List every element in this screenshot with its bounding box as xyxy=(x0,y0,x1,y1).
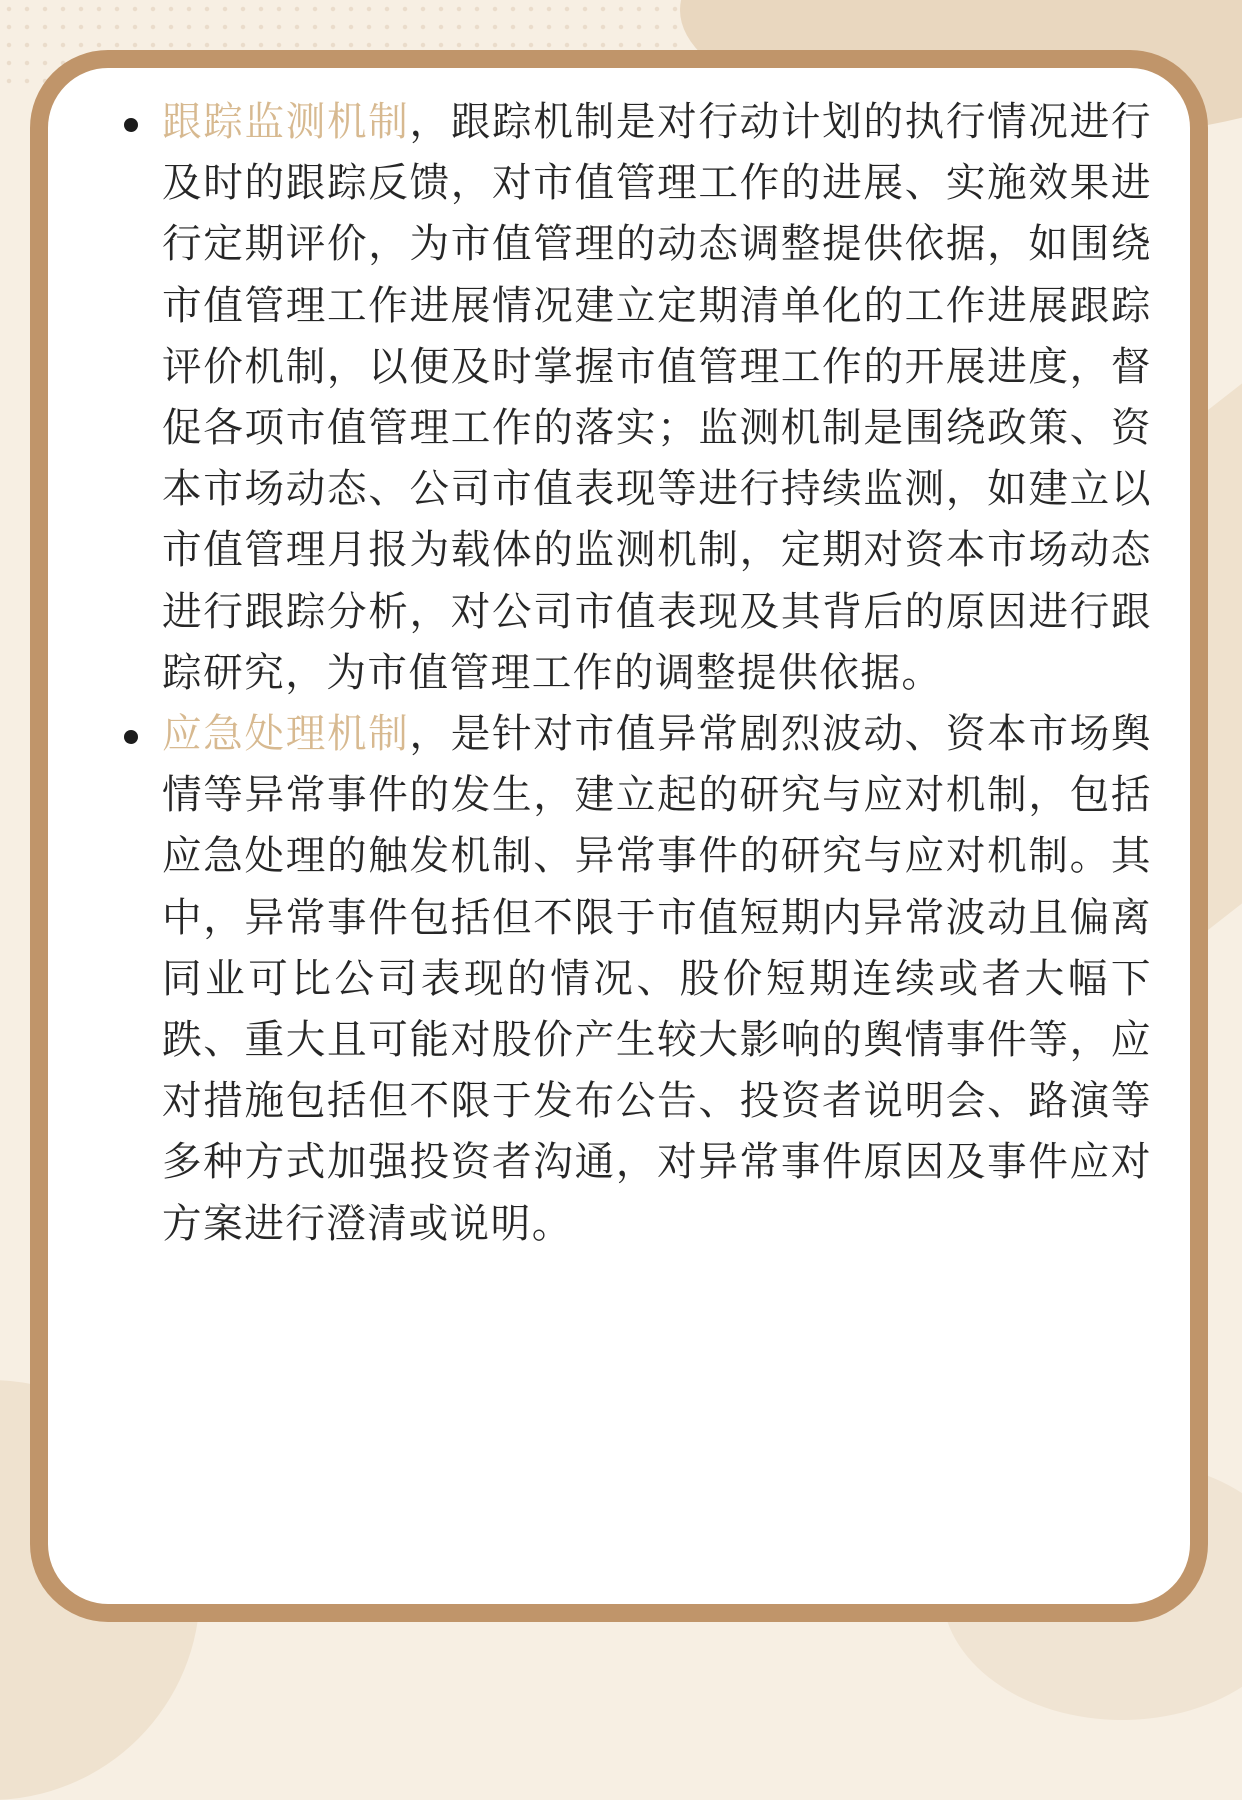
bullet-body: ，是针对市值异常剧烈波动、资本市场舆情等异常事件的发生，建立起的研究与应对机制，包括应急处理的触发机制、异常事件的研究与应对机制。其中，异常事件包括但不限于市值短期内异常波动且偏离同业可比公司表现的情况、股价短期连续或者大幅下跌、重大且可能对股价产生较大影响的舆情事件等，应对措施包括但不限于发布公告、投资者说明会、路演等多种方式加强投资者沟通，对异常事件原因及事件应对方案进行澄清或说明。 xyxy=(162,711,1152,1247)
bullet-item-emergency xyxy=(162,704,1152,1255)
bullet-list xyxy=(162,92,1152,1255)
bullet-item-tracking xyxy=(162,92,1152,704)
bullet-dot-icon xyxy=(124,118,138,132)
bullet-paragraph xyxy=(162,704,1152,1255)
bullet-dot-icon xyxy=(124,730,138,744)
bullet-title: 应急处理机制 xyxy=(162,711,410,758)
bullet-body: ，跟踪机制是对行动计划的执行情况进行及时的跟踪反馈，对市值管理工作的进展、实施效果进行定期评价，为市值管理的动态调整提供依据，如围绕市值管理工作进展情况建立定期清单化的工作进展跟踪评价机制，以便及时掌握市值管理工作的开展进度，督促各项市值管理工作的落实；监测机制是围绕政策、资本市场动态、公司市值表现等进行持续监测，如建立以市值管理月报为载体的监测机制，定期对资本市场动态进行跟踪分析，对公司市值表现及其背后的原因进行跟踪研究，为市值管理工作的调整提供依据。 xyxy=(162,99,1152,696)
bullet-paragraph xyxy=(162,92,1152,704)
bullet-title: 跟踪监测机制 xyxy=(162,99,410,145)
